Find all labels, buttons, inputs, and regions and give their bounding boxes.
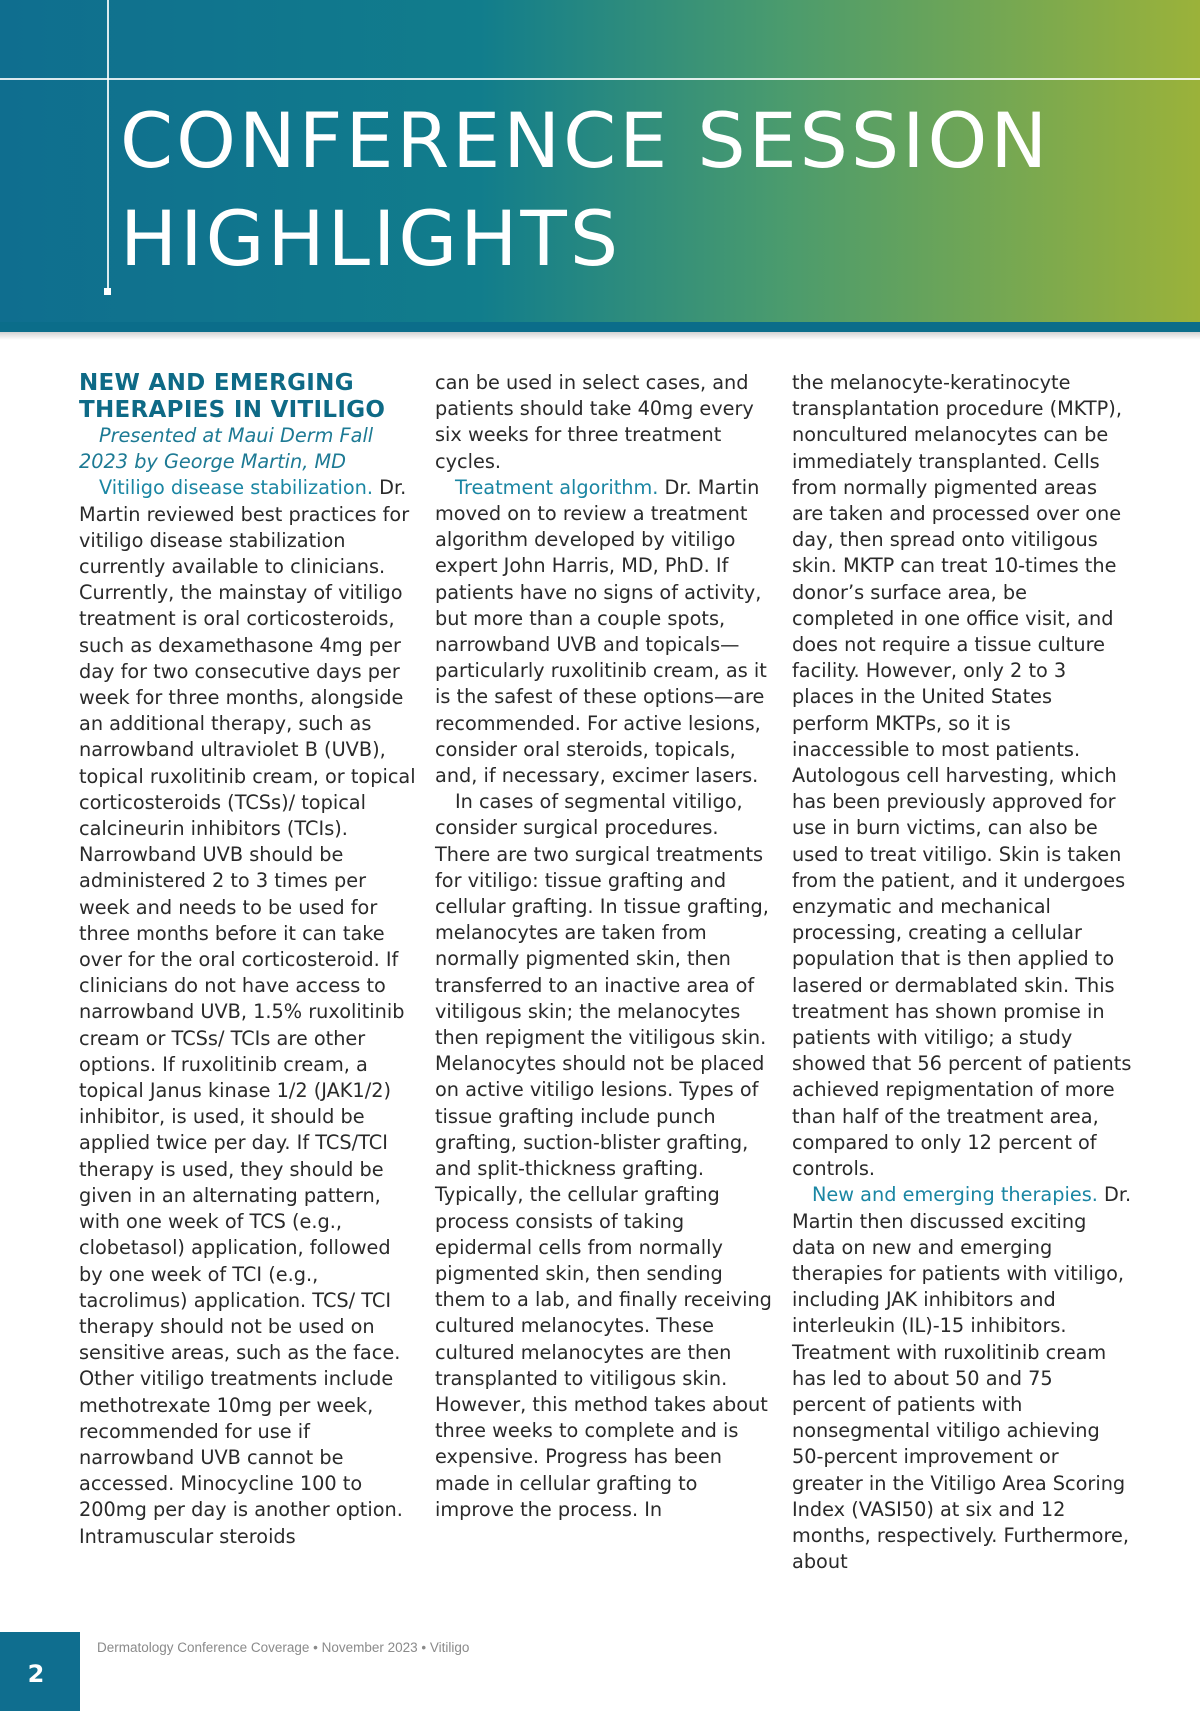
- subhead-algorithm: Treatment algorithm.: [455, 475, 659, 499]
- paragraph-segmental-continued: the melanocyte-keratinocyte transplantation procedure (MKTP), noncultured melanocytes can be immediately transplanted. Cells from normally pigmented areas are taken and processed over one day, then spread onto vitiligous skin. MKTP can treat 10-times the donor’s surface area, be completed in one office visit, and does not require a tissue culture facility. However, only 2 to 3 places in the United States perform MKTPs, so it is inaccessible to most patients. Autologous cell harvesting, which has been previously approved for use in burn victims, can also be used to treat vitiligo. Skin is taken from the patient, and it undergoes enzymatic and mechanical processing, creating a cellular population that is then applied to lasered or dermablated skin. This treatment has shown promise in patients with vitiligo; a study showed that 56 percent of patients achieved repigmentation of more than half of the treatment area, compared to only 12 percent of controls.: [792, 371, 1132, 1181]
- paragraph-algorithm-text: Dr. Martin moved on to review a treatment algorithm developed by vitiligo expert John Harris, MD, PhD. If patients have no signs of activity, but more than a couple spots, narrowband UVB and topicals—particularly ruxolitinib cream, as it is the safest of these options—are recommended. For active lesions, consider oral steroids, topicals, and, if necessary, excimer lasers.: [435, 475, 767, 788]
- presented-by: Presented at Maui Derm Fall 2023 by George Martin, MD: [79, 424, 374, 474]
- header-shadow: [0, 332, 1200, 340]
- paragraph-algorithm: [435, 475, 775, 789]
- header-rule-dot: [104, 288, 111, 295]
- page-title-line1: CONFERENCE SESSION: [120, 96, 1051, 185]
- header-vertical-rule: [107, 0, 109, 290]
- article-column-2: [435, 370, 775, 1523]
- page-title: [120, 92, 1050, 288]
- subhead-stabilization: Vitiligo disease stabilization.: [99, 476, 374, 500]
- subhead-emerging: New and emerging therapies.: [812, 1183, 1098, 1207]
- footer-text: Dermatology Conference Coverage • November 2023 • Vitiligo: [97, 1640, 470, 1655]
- paragraph-emerging-text: Dr. Martin then discussed exciting data on new and emerging therapies for patients with vitiligo, including JAK inhibitors and interleukin (IL)-15 inhibitors. Treatment with ruxolitinib cream has led to about 50 and 75 percent of patients with nonsegmental vitiligo achieving 50-percent improvement or greater in the Vitiligo Area Scoring Index (VASI50) at six and 12 months, respectively. Furthermore, about: [792, 1183, 1132, 1574]
- page-title-line2: HIGHLIGHTS: [120, 194, 622, 283]
- article-heading: NEW AND EMERGING THERAPIES IN VITILIGO: [79, 370, 386, 423]
- paragraph-stabilization-text: Dr. Martin reviewed best practices for vitiligo disease stabilization currently available to clinicians. Currently, the mainstay of vitiligo treatment is oral corticosteroids, such as dexamethasone 4mg per day for two consecutive days per week for three months, alongside an additional therapy, such as narrowband ultraviolet B (UVB), topical ruxolitinib cream, or topical corticosteroids (TCSs)/ topical calcineurin inhibitors (TCIs). Narrowband UVB should be administered 2 to 3 times per week and needs to be used for three months before it can take over for the oral corticosteroid. If clinicians do not have access to narrowband UVB, 1.5% ruxolitinib cream or TCSs/ TCIs are other options. If ruxolitinib cream, a topical Janus kinase 1/2 (JAK1/2) inhibitor, is used, it should be applied twice per day. If TCS/TCI therapy is used, they should be given in an alternating pattern, with one week of TCS (e.g., clobetasol) application, followed by one week of TCI (e.g., tacrolimus) application. TCS/ TCI therapy should not be used on sensitive areas, such as the face. Other vitiligo treatments include methotrexate 10mg per week, recommended for use if narrowband UVB cannot be accessed. Minocycline 100 to 200mg per day is another option. Intramuscular steroids: [79, 476, 416, 1548]
- article-column-1: [79, 370, 419, 1550]
- page-number: 2: [27, 1660, 45, 1688]
- paragraph-stabilization: [79, 475, 419, 1549]
- header-bottom-strip: [0, 322, 1200, 332]
- paragraph-stabilization-continued: can be used in select cases, and patients should take 40mg every six weeks for three treatment cycles.: [435, 371, 754, 473]
- paragraph-segmental: In cases of segmental vitiligo, consider surgical procedures. There are two surgical treatments for vitiligo: tissue grafting and cellular grafting. In tissue grafting, melanocytes are taken from normally pigmented skin, then transferred to an inactive area of vitiligous skin; the melanocytes then repigment the vitiligous skin. Melanocytes should not be placed on active vitiligo lesions. Types of tissue grafting include punch grafting, suction-blister grafting, and split-thickness grafting. Typically, the cellular grafting process consists of taking epidermal cells from normally pigmented skin, then sending them to a lab, and finally receiving cultured melanocytes. These cultured melanocytes are then transplanted to vitiligous skin. However, this method takes about three weeks to complete and is expensive. Progress has been made in cellular grafting to improve the process. In: [435, 790, 772, 1521]
- article-column-3: [792, 370, 1132, 1575]
- paragraph-emerging: [792, 1182, 1132, 1575]
- header-horizontal-rule: [0, 78, 1200, 80]
